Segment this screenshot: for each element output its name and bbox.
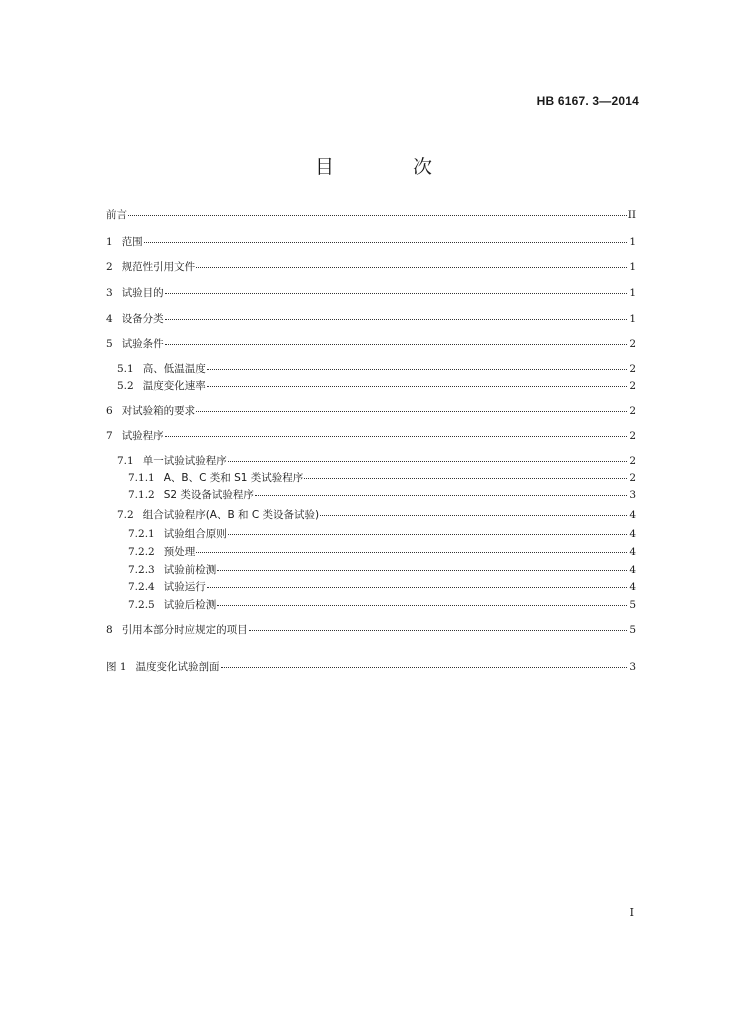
toc-entry[interactable] xyxy=(128,579,636,595)
toc-entry-page: 3 xyxy=(629,489,636,501)
toc-entry-page: 1 xyxy=(629,287,636,299)
toc-entry-page: 2 xyxy=(629,363,636,375)
toc-entry[interactable] xyxy=(117,378,636,394)
toc-leader-dots xyxy=(165,436,627,437)
toc-entry-page: 2 xyxy=(629,472,636,484)
toc-entry-label: 试验后检测 xyxy=(163,599,217,611)
toc-entry-page: 2 xyxy=(629,455,636,467)
toc-entry-label: 温度变化速率 xyxy=(142,380,206,392)
toc-entry[interactable] xyxy=(106,659,636,675)
toc-entry-label: 对试验箱的要求 xyxy=(121,405,196,417)
toc-entry[interactable] xyxy=(128,526,636,542)
toc-entry-page: 1 xyxy=(629,236,636,248)
toc-entry-page: 5 xyxy=(629,624,636,636)
toc-entry-page: 2 xyxy=(629,405,636,417)
toc-entry[interactable] xyxy=(106,311,636,327)
toc-entry-page: 2 xyxy=(629,338,636,350)
toc-entry-page: 4 xyxy=(629,564,636,576)
toc-entry-number: 7.2.2 xyxy=(128,546,155,558)
toc-entry-number: 3 xyxy=(106,287,113,299)
toc-entry-page: 4 xyxy=(629,509,636,521)
toc-entry-number: 2 xyxy=(106,261,113,273)
toc-leader-dots xyxy=(196,552,627,553)
toc-entry-label: 引用本部分时应规定的项目 xyxy=(121,624,248,636)
toc-entry-page: 2 xyxy=(629,380,636,392)
toc-entry-number: 7.2.4 xyxy=(128,581,155,593)
toc-leader-dots xyxy=(304,478,627,479)
toc-entry-label: 范围 xyxy=(121,236,143,248)
toc-entry-page: 1 xyxy=(629,261,636,273)
toc-entry-label: 温度变化试验剖面 xyxy=(135,661,220,673)
toc-leader-dots xyxy=(144,242,627,243)
toc-entry-label: 试验目的 xyxy=(121,287,164,299)
toc-entry-number: 5.1 xyxy=(117,363,134,375)
toc-leader-dots xyxy=(207,587,627,588)
toc-entry-page: 1 xyxy=(629,313,636,325)
toc-title: 目 次 xyxy=(314,156,462,178)
toc-entry[interactable] xyxy=(106,259,636,275)
toc-entry-number: 8 xyxy=(106,624,113,636)
toc-entry-number: 7 xyxy=(106,430,113,442)
toc-leader-dots xyxy=(207,369,627,370)
toc-entry-number: 4 xyxy=(106,313,113,325)
toc-entry[interactable] xyxy=(128,487,636,503)
toc-leader-dots xyxy=(128,215,627,216)
toc-entry-label: 试验程序 xyxy=(121,430,164,442)
toc-entry[interactable] xyxy=(128,544,636,560)
toc-entry-number: 图 1 xyxy=(106,661,127,673)
toc-leader-dots xyxy=(228,534,627,535)
toc-entry-label: 前言 xyxy=(106,209,127,221)
toc-entry-number: 6 xyxy=(106,405,113,417)
toc-leader-dots xyxy=(217,605,627,606)
toc-entry-number: 7.1 xyxy=(117,455,134,467)
toc-leader-dots xyxy=(165,293,627,294)
toc-entry-page: 4 xyxy=(629,528,636,540)
toc-entry-label: 试验前检测 xyxy=(163,564,217,576)
toc-entry-label: 预处理 xyxy=(163,546,196,558)
toc-leader-dots xyxy=(217,570,627,571)
toc-entry[interactable] xyxy=(106,234,636,250)
toc-leader-dots xyxy=(196,411,627,412)
toc-entry-number: 7.2 xyxy=(117,509,134,521)
toc-entry-page: 3 xyxy=(629,661,636,673)
toc-entry[interactable] xyxy=(117,453,636,469)
toc-leader-dots xyxy=(221,667,627,668)
toc-leader-dots xyxy=(196,267,627,268)
toc-entry-number: 1 xyxy=(106,236,113,248)
toc-leader-dots xyxy=(165,344,627,345)
toc-entry-number: 5 xyxy=(106,338,113,350)
toc-entry-page: 4 xyxy=(629,546,636,558)
toc-entry-page: II xyxy=(627,209,636,221)
toc-entry[interactable] xyxy=(106,428,636,444)
toc-entry-label: 规范性引用文件 xyxy=(121,261,196,273)
toc-entry-page: 5 xyxy=(629,599,636,611)
toc-entry[interactable] xyxy=(106,403,636,419)
toc-leader-dots xyxy=(228,461,627,462)
toc-entry-label: 组合试验程序(A、B 和 C 类设备试验) xyxy=(142,509,320,521)
toc-entry-page: 2 xyxy=(629,430,636,442)
toc-entry-page: 4 xyxy=(629,581,636,593)
toc-entry-label: 试验条件 xyxy=(121,338,164,350)
page-number: I xyxy=(629,906,634,919)
toc-entry-label: S2 类设备试验程序 xyxy=(163,489,254,501)
toc-entry[interactable] xyxy=(106,285,636,301)
toc-leader-dots xyxy=(255,495,627,496)
toc-entry-label: 设备分类 xyxy=(121,313,164,325)
toc-entry[interactable] xyxy=(128,562,636,578)
toc-entry-label: 高、低温温度 xyxy=(142,363,206,375)
toc-entry-number: 7.2.1 xyxy=(128,528,155,540)
toc-entry[interactable] xyxy=(128,470,636,486)
toc-entry[interactable] xyxy=(106,207,636,223)
toc-entry[interactable] xyxy=(117,361,636,377)
toc-entry-number: 5.2 xyxy=(117,380,134,392)
toc-entry-label: 单一试验试验程序 xyxy=(142,455,227,467)
toc-entry-label: 试验组合原则 xyxy=(163,528,227,540)
toc-leader-dots xyxy=(320,515,627,516)
toc-entry-number: 7.2.5 xyxy=(128,599,155,611)
toc-entry[interactable] xyxy=(106,336,636,352)
toc-leader-dots xyxy=(165,319,627,320)
toc-entry-number: 7.1.1 xyxy=(128,472,155,484)
toc-leader-dots xyxy=(207,386,627,387)
toc-leader-dots xyxy=(249,630,627,631)
toc-entry[interactable] xyxy=(117,507,636,523)
toc-entry-label: 试验运行 xyxy=(163,581,206,593)
toc-entry-number: 7.1.2 xyxy=(128,489,155,501)
toc-entry[interactable] xyxy=(106,622,636,638)
toc-entry[interactable] xyxy=(128,597,636,613)
standard-code: HB 6167. 3—2014 xyxy=(536,94,639,108)
toc-entry-number: 7.2.3 xyxy=(128,564,155,576)
toc-entry-label: A、B、C 类和 S1 类试验程序 xyxy=(163,472,304,484)
